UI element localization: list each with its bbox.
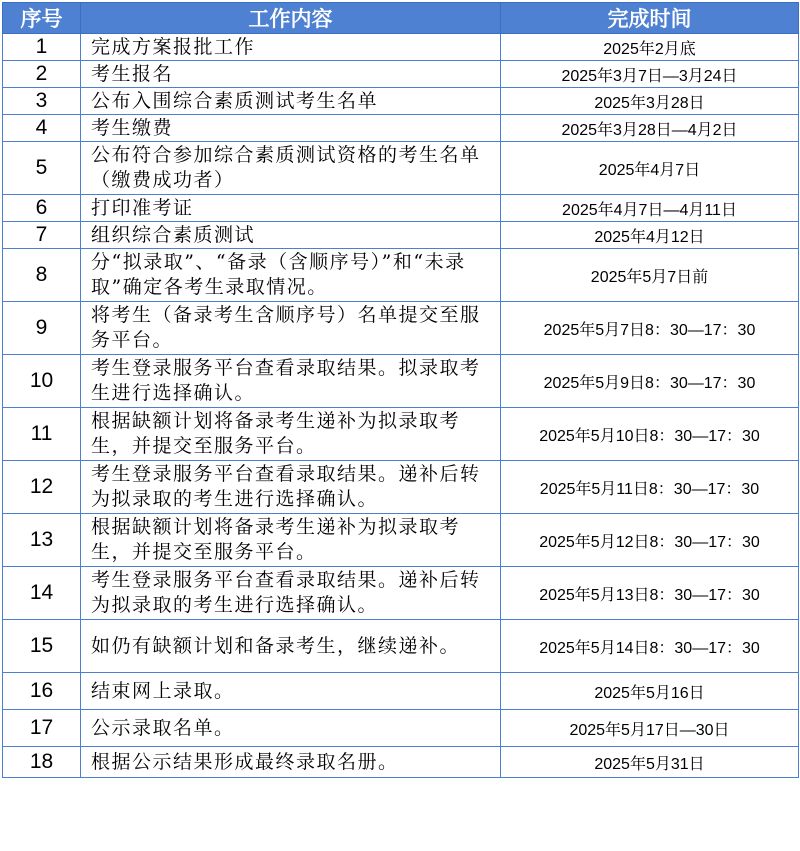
row-index: 7 [3,222,81,249]
row-index: 17 [3,710,81,747]
table-row [3,355,799,408]
row-task: 考生登录服务平台查看录取结果。递补后转为拟录取的考生进行选择确认。 [81,567,501,620]
row-time: 2025年5月7日8：30—17：30 [501,302,799,355]
row-index: 16 [3,673,81,710]
row-task: 考生报名 [81,61,501,88]
row-time: 2025年5月12日8：30—17：30 [501,514,799,567]
row-time: 2025年5月11日8：30—17：30 [501,461,799,514]
table-row [3,514,799,567]
table-row [3,34,799,61]
schedule-table [2,2,799,778]
row-task: 公布符合参加综合素质测试资格的考生名单（缴费成功者） [81,142,501,195]
row-index: 15 [3,620,81,673]
row-index: 5 [3,142,81,195]
header-time: 完成时间 [501,3,799,34]
row-task: 根据缺额计划将备录考生递补为拟录取考生，并提交至服务平台。 [81,514,501,567]
row-task: 考生登录服务平台查看录取结果。递补后转为拟录取的考生进行选择确认。 [81,461,501,514]
row-index: 6 [3,195,81,222]
row-index: 4 [3,115,81,142]
table-row [3,61,799,88]
row-task: 结束网上录取。 [81,673,501,710]
table-row [3,620,799,673]
row-time: 2025年5月7日前 [501,249,799,302]
table-row [3,461,799,514]
table-row [3,249,799,302]
row-task: 完成方案报批工作 [81,34,501,61]
row-task: 组织综合素质测试 [81,222,501,249]
table-row [3,115,799,142]
table-row [3,88,799,115]
row-time: 2025年5月13日8：30—17：30 [501,567,799,620]
row-index: 10 [3,355,81,408]
table-header-row [3,3,799,34]
row-time: 2025年3月7日—3月24日 [501,61,799,88]
row-time: 2025年3月28日 [501,88,799,115]
row-task: 公示录取名单。 [81,710,501,747]
row-time: 2025年3月28日—4月2日 [501,115,799,142]
row-index: 2 [3,61,81,88]
row-time: 2025年5月16日 [501,673,799,710]
header-index: 序号 [3,3,81,34]
row-time: 2025年5月10日8：30—17：30 [501,408,799,461]
row-task: 根据公示结果形成最终录取名册。 [81,747,501,778]
table-row [3,567,799,620]
row-task: 将考生（备录考生含顺序号）名单提交至服务平台。 [81,302,501,355]
row-task: 根据缺额计划将备录考生递补为拟录取考生，并提交至服务平台。 [81,408,501,461]
row-time: 2025年4月7日 [501,142,799,195]
row-task: 公布入围综合素质测试考生名单 [81,88,501,115]
row-time: 2025年2月底 [501,34,799,61]
row-index: 11 [3,408,81,461]
row-time: 2025年4月7日—4月11日 [501,195,799,222]
row-index: 1 [3,34,81,61]
row-index: 13 [3,514,81,567]
table-row [3,222,799,249]
row-time: 2025年5月31日 [501,747,799,778]
row-time: 2025年5月17日—30日 [501,710,799,747]
row-task: 考生登录服务平台查看录取结果。拟录取考生进行选择确认。 [81,355,501,408]
row-time: 2025年4月12日 [501,222,799,249]
row-time: 2025年5月9日8：30—17：30 [501,355,799,408]
header-task: 工作内容 [81,3,501,34]
row-task: 考生缴费 [81,115,501,142]
table-row [3,747,799,778]
table-row [3,302,799,355]
table-row [3,710,799,747]
row-task: 分“拟录取”、“备录（含顺序号）”和“未录取”确定各考生录取情况。 [81,249,501,302]
row-index: 3 [3,88,81,115]
row-task: 如仍有缺额计划和备录考生，继续递补。 [81,620,501,673]
table-row [3,673,799,710]
row-index: 9 [3,302,81,355]
row-index: 8 [3,249,81,302]
table-row [3,142,799,195]
row-index: 18 [3,747,81,778]
table-row [3,408,799,461]
row-time: 2025年5月14日8：30—17：30 [501,620,799,673]
row-index: 14 [3,567,81,620]
table-row [3,195,799,222]
row-index: 12 [3,461,81,514]
row-task: 打印准考证 [81,195,501,222]
